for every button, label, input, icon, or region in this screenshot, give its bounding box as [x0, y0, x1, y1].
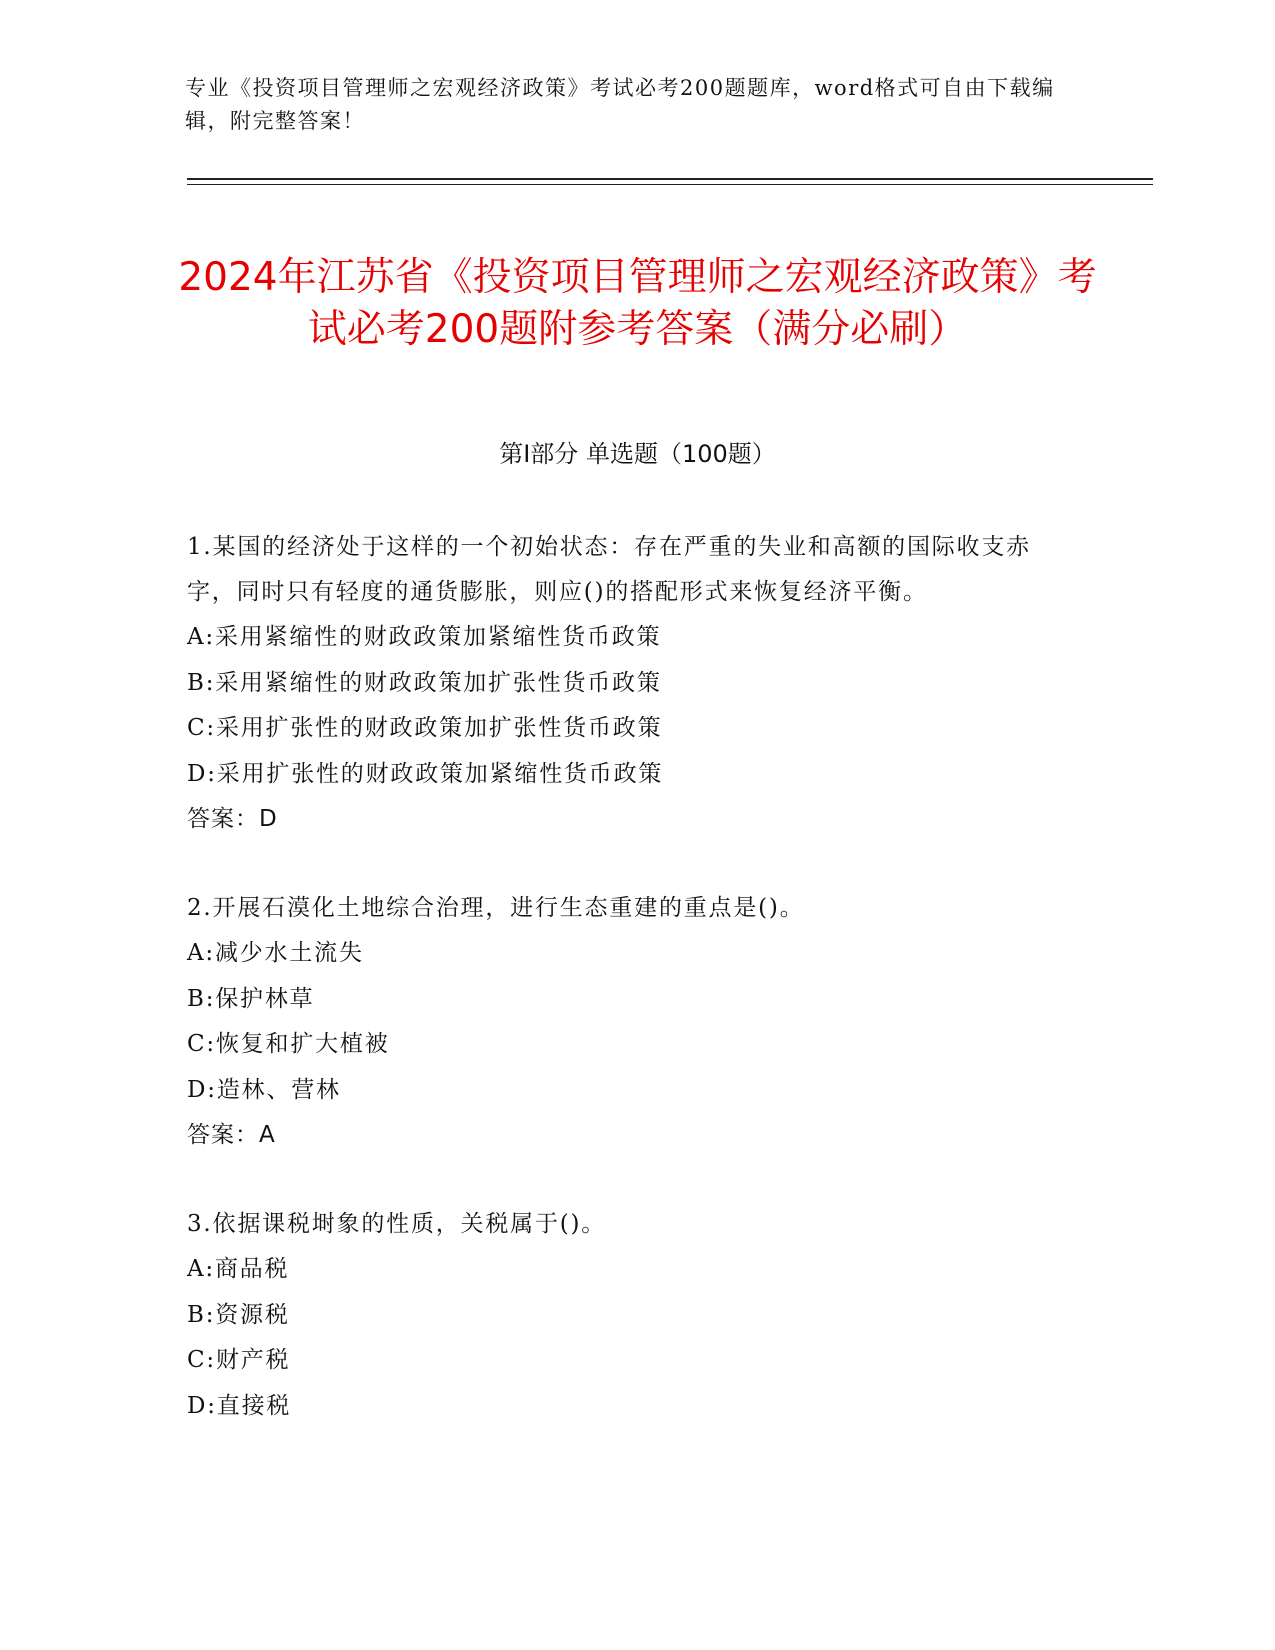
option-c: C:采用扩张性的财政政策加扩张性货币政策 [187, 715, 663, 741]
document-title: 2024年江苏省《投资项目管理师之宏观经济政策》考试必考200题附参考答案（满分必刷） [178, 255, 1097, 353]
option-a: A:减少水土流失 [187, 940, 364, 966]
question-stem: 3.依据课税埘象的性质，关税属于()。 [187, 1211, 607, 1237]
question-stem: 1.某国的经济处于这样的一个初始状态：存在严重的失业和高额的国际收支赤字，同时只有轻度的通货膨胀，则应()的搭配形式来恢复经济平衡。 [187, 534, 1031, 605]
option-a: A:采用紧缩性的财政政策加紧缩性货币政策 [187, 624, 662, 650]
option-b: B:保护林草 [187, 985, 315, 1012]
question-stem: 2.开展石漠化土地综合治理，进行生态重建的重点是()。 [187, 895, 805, 921]
answer: 答案：D [187, 806, 278, 832]
option-d: D:直接税 [187, 1392, 292, 1419]
header-note: 专业《投资项目管理师之宏观经济政策》考试必考200题题库，word格式可自由下载编辑，附完整答案！ [185, 76, 1055, 133]
question-1 [187, 525, 1067, 842]
header-divider-thin [187, 184, 1153, 185]
answer: 答案：A [187, 1122, 276, 1148]
option-a: A:商品税 [187, 1256, 290, 1282]
header-divider-thick [187, 178, 1153, 180]
question-3 [187, 1202, 1067, 1429]
option-d: D:造林、营林 [187, 1076, 341, 1103]
section-title: 第I部分 单选题（100题） [499, 440, 776, 468]
option-c: C:财产税 [187, 1347, 291, 1373]
question-list [187, 525, 1067, 1473]
option-b: B:资源税 [187, 1301, 290, 1328]
question-2 [187, 886, 1067, 1158]
option-b: B:采用紧缩性的财政政策加扩张性货币政策 [187, 669, 662, 696]
option-c: C:恢复和扩大植被 [187, 1031, 390, 1057]
option-d: D:采用扩张性的财政政策加紧缩性货币政策 [187, 760, 664, 787]
